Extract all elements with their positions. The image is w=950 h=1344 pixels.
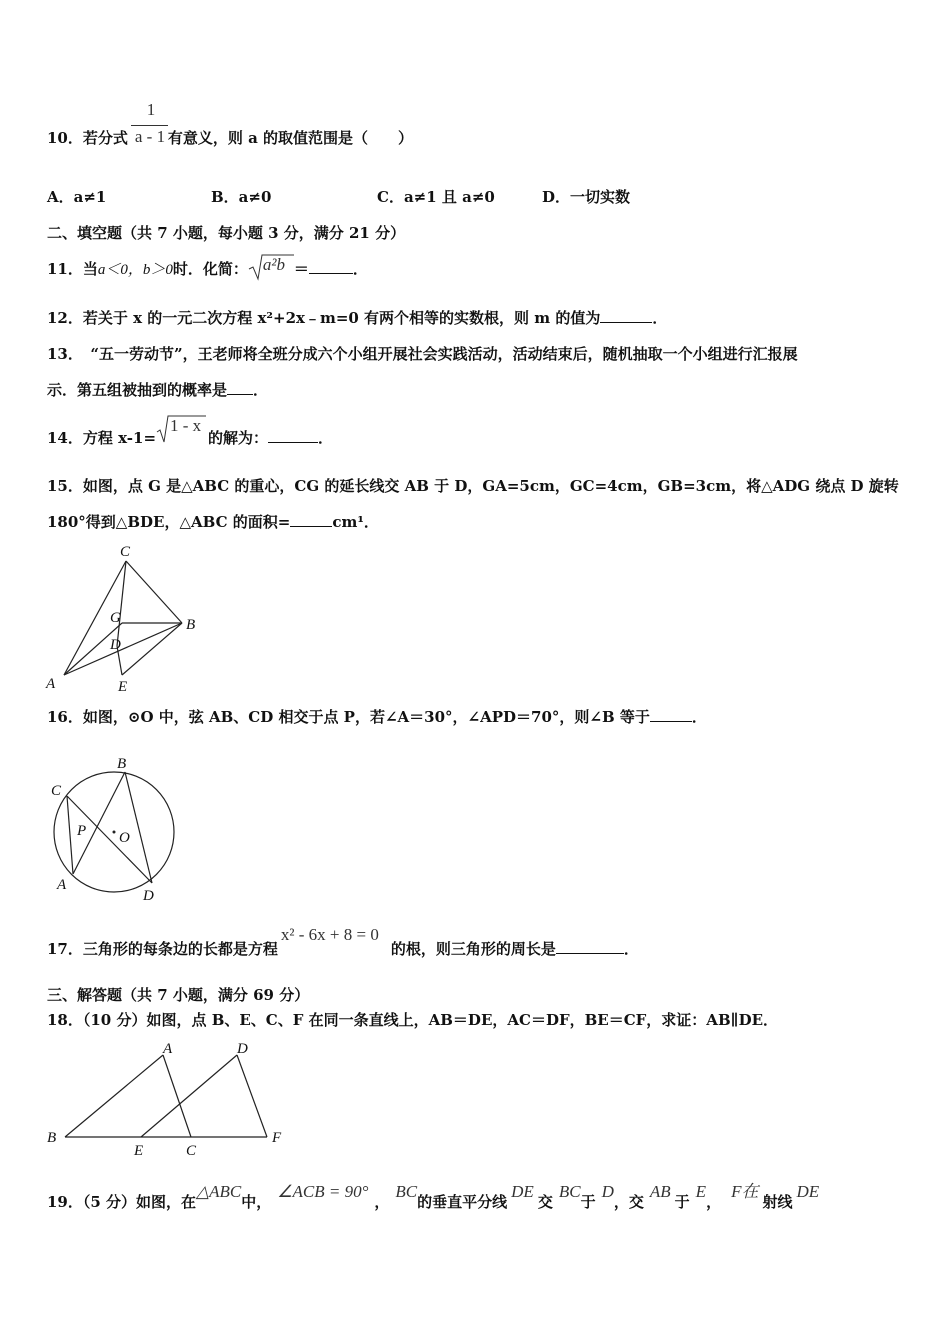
- q10-number: 10．若分式: [47, 129, 128, 147]
- q15-line-1: 15．如图，点 G 是△ABC 的重心，CG 的延长线交 AB 于 D，GA=5cm，GC=4cm，GB=3cm，将△ADG 绕点 D 旋转: [47, 477, 899, 495]
- q16-answer-blank[interactable]: [650, 707, 692, 722]
- q16-label-c: C: [51, 783, 62, 799]
- q19-text-6: ，交: [613, 1193, 644, 1211]
- q16-label-o: O: [119, 830, 130, 846]
- q19-math-e: E: [695, 1182, 707, 1201]
- q16-label-a: A: [57, 877, 67, 893]
- q15-label-c: C: [120, 544, 131, 560]
- q17-end: ．: [623, 940, 639, 958]
- q14-pre: 14．方程 x-1=: [47, 429, 157, 447]
- q11-sqrt-expr: a²b: [248, 259, 294, 279]
- q18-label-f: F: [272, 1130, 282, 1146]
- q18-label-e: E: [134, 1143, 144, 1159]
- q19-math-triangle: △ABC: [196, 1182, 242, 1201]
- q19-text-9: 射线: [762, 1193, 793, 1211]
- q14-end: ．: [318, 429, 334, 447]
- q16-stem: [47, 707, 707, 727]
- fraction-denominator: a - 1: [134, 127, 166, 146]
- q10-option-c: C．a≠1 且 a≠0: [377, 188, 495, 206]
- q12-end: ．: [652, 309, 668, 327]
- q19-math-de: DE: [511, 1182, 534, 1201]
- q13-answer-blank[interactable]: [227, 380, 253, 395]
- q19-text-7: 于: [674, 1193, 690, 1211]
- q11-end: ．: [352, 260, 368, 278]
- q19-text-2: ，: [374, 1193, 390, 1211]
- q19-text-3: 的垂直平分线: [417, 1193, 508, 1211]
- fraction-bar: [131, 125, 168, 126]
- q16-circle-figure: [45, 752, 195, 902]
- q18-label-b: B: [47, 1130, 57, 1146]
- q19-math-ab: AB: [649, 1182, 671, 1201]
- q19-pre: 19．（5 分）如图，在: [47, 1193, 197, 1211]
- q15-label-a: A: [46, 676, 56, 692]
- q15-text: 180°得到△BDE，△ABC 的面积=: [47, 513, 291, 531]
- q15-triangle-figure: [40, 543, 210, 693]
- q18-triangles-figure: [45, 1040, 305, 1160]
- q19-text-4: 交: [537, 1193, 553, 1211]
- fraction-numerator: 1: [146, 100, 156, 119]
- q12-stem: [47, 308, 667, 328]
- q17-stem: [47, 925, 639, 959]
- q12-answer-blank[interactable]: [600, 308, 652, 323]
- q11-condition: a＜0，b＞0: [97, 262, 173, 278]
- q16-label-b: B: [117, 756, 127, 772]
- q19-math-angle: ∠ACB = 90°: [277, 1182, 369, 1201]
- q10-stem: [47, 128, 413, 148]
- q13-text: 示．第五组被抽到的概率是: [47, 381, 228, 399]
- q19-text-8: ，: [706, 1193, 722, 1211]
- section-2-heading: 二、填空题（共 7 小题，每小题 3 分，满分 21 分）: [47, 224, 406, 242]
- q19-math-d: D: [601, 1182, 614, 1201]
- section-3-heading: 三、解答题（共 7 小题，满分 69 分）: [47, 986, 310, 1004]
- q15-answer-blank[interactable]: [290, 512, 332, 527]
- q16-text: 16．如图，⊙O 中，弦 AB、CD 相交于点 P，若∠A＝30°，∠APD＝70°，则∠B 等于: [47, 708, 650, 726]
- q19-math-de2: DE: [796, 1182, 820, 1201]
- q10-option-d: D．一切实数: [542, 188, 631, 206]
- q17-pre: 17．三角形的每条边的长都是方程: [47, 940, 278, 958]
- q14-post: 的解为：: [208, 429, 269, 447]
- q16-label-d: D: [143, 888, 154, 904]
- q16-end: ．: [691, 708, 707, 726]
- q15-end: ．: [363, 513, 379, 531]
- q13-line-2: [47, 380, 268, 400]
- q11-answer-blank[interactable]: [309, 259, 353, 274]
- q11-pre: 11．当: [47, 260, 98, 278]
- q18-label-d: D: [237, 1041, 248, 1057]
- q11-stem: [47, 255, 368, 280]
- q15-line-2: [47, 512, 379, 532]
- q19-text-5: 于: [580, 1193, 596, 1211]
- q16-label-p: P: [77, 823, 87, 839]
- q14-answer-blank[interactable]: [268, 428, 318, 443]
- q15-label-b: B: [186, 617, 196, 633]
- q13-end: ．: [253, 381, 269, 399]
- q18-label-a: A: [163, 1041, 173, 1057]
- q13-line-1: 13． “五一劳动节”，王老师将全班分成六个小组开展社会实践活动，活动结束后，随机抽取一个小组进行汇报展: [47, 345, 798, 363]
- q11-mid: 时．化简：: [172, 260, 248, 278]
- q19-text-1: 中，: [241, 1193, 272, 1211]
- q10-option-a: A．a≠1: [47, 188, 107, 206]
- q19-math-f: F在: [731, 1182, 759, 1201]
- q14-stem: [47, 416, 334, 448]
- q10-rest: 有意义，则 a 的取值范围是（ ）: [167, 129, 414, 147]
- q19-math-bc: BC: [395, 1182, 418, 1201]
- q17-equation: x² - 6x + 8 = 0: [280, 925, 379, 944]
- q17-post: 的根，则三角形的周长是: [390, 940, 556, 958]
- q15-label-d: D: [110, 637, 121, 653]
- q12-text: 12．若关于 x 的一元二次方程 x²+2x﹣m=0 有两个相等的实数根，则 m 的值为: [47, 309, 601, 327]
- q14-sqrt-expr: 1 - x: [156, 428, 208, 448]
- q17-answer-blank[interactable]: [556, 939, 624, 954]
- q18-stem: 18．（10 分）如图，点 B、E、C、F 在同一条直线上，AB＝DE，AC＝DF，BE＝CF，求证：AB∥DE．: [47, 1011, 779, 1029]
- q15-label-e: E: [118, 679, 128, 695]
- q19-stem: [47, 1182, 820, 1212]
- q10-option-b: B．a≠0: [211, 188, 272, 206]
- q15-unit: cm¹: [332, 513, 364, 531]
- q15-label-g: G: [110, 610, 121, 626]
- q19-math-bc2: BC: [558, 1182, 581, 1201]
- q11-equals: ＝: [293, 260, 309, 278]
- q18-label-c: C: [186, 1143, 197, 1159]
